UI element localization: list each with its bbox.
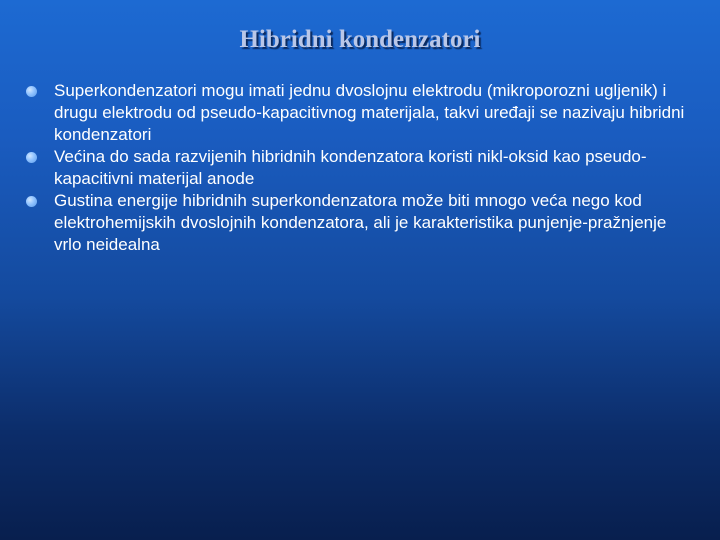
bullet-text: Većina do sada razvijenih hibridnih kondenzatora koristi nikl-oksid kao pseudo-kapacitivni materijal anode	[54, 147, 647, 188]
bullet-item	[26, 80, 694, 146]
bullet-dot-icon	[26, 86, 37, 97]
bullet-list	[26, 80, 694, 256]
slide-title: Hibridni kondenzatori	[239, 26, 481, 53]
bullet-text: Gustina energije hibridnih superkondenzatora može biti mnogo veća nego kod elektrohemijskih dvoslojnih kondenzatora, ali je karakteristika punjenje-pražnjenje vrlo neidealna	[54, 191, 667, 254]
bullet-text: Superkondenzatori mogu imati jednu dvoslojnu elektrodu (mikroporozni ugljenik) i drugu elektrodu od pseudo-kapacitivnog materijala, takvi uređaji se nazivaju hibridni kondenzatori	[54, 81, 685, 144]
bullet-item	[26, 146, 694, 190]
bullet-dot-icon	[26, 152, 37, 163]
bullet-dot-icon	[26, 196, 37, 207]
bullet-item	[26, 190, 694, 256]
